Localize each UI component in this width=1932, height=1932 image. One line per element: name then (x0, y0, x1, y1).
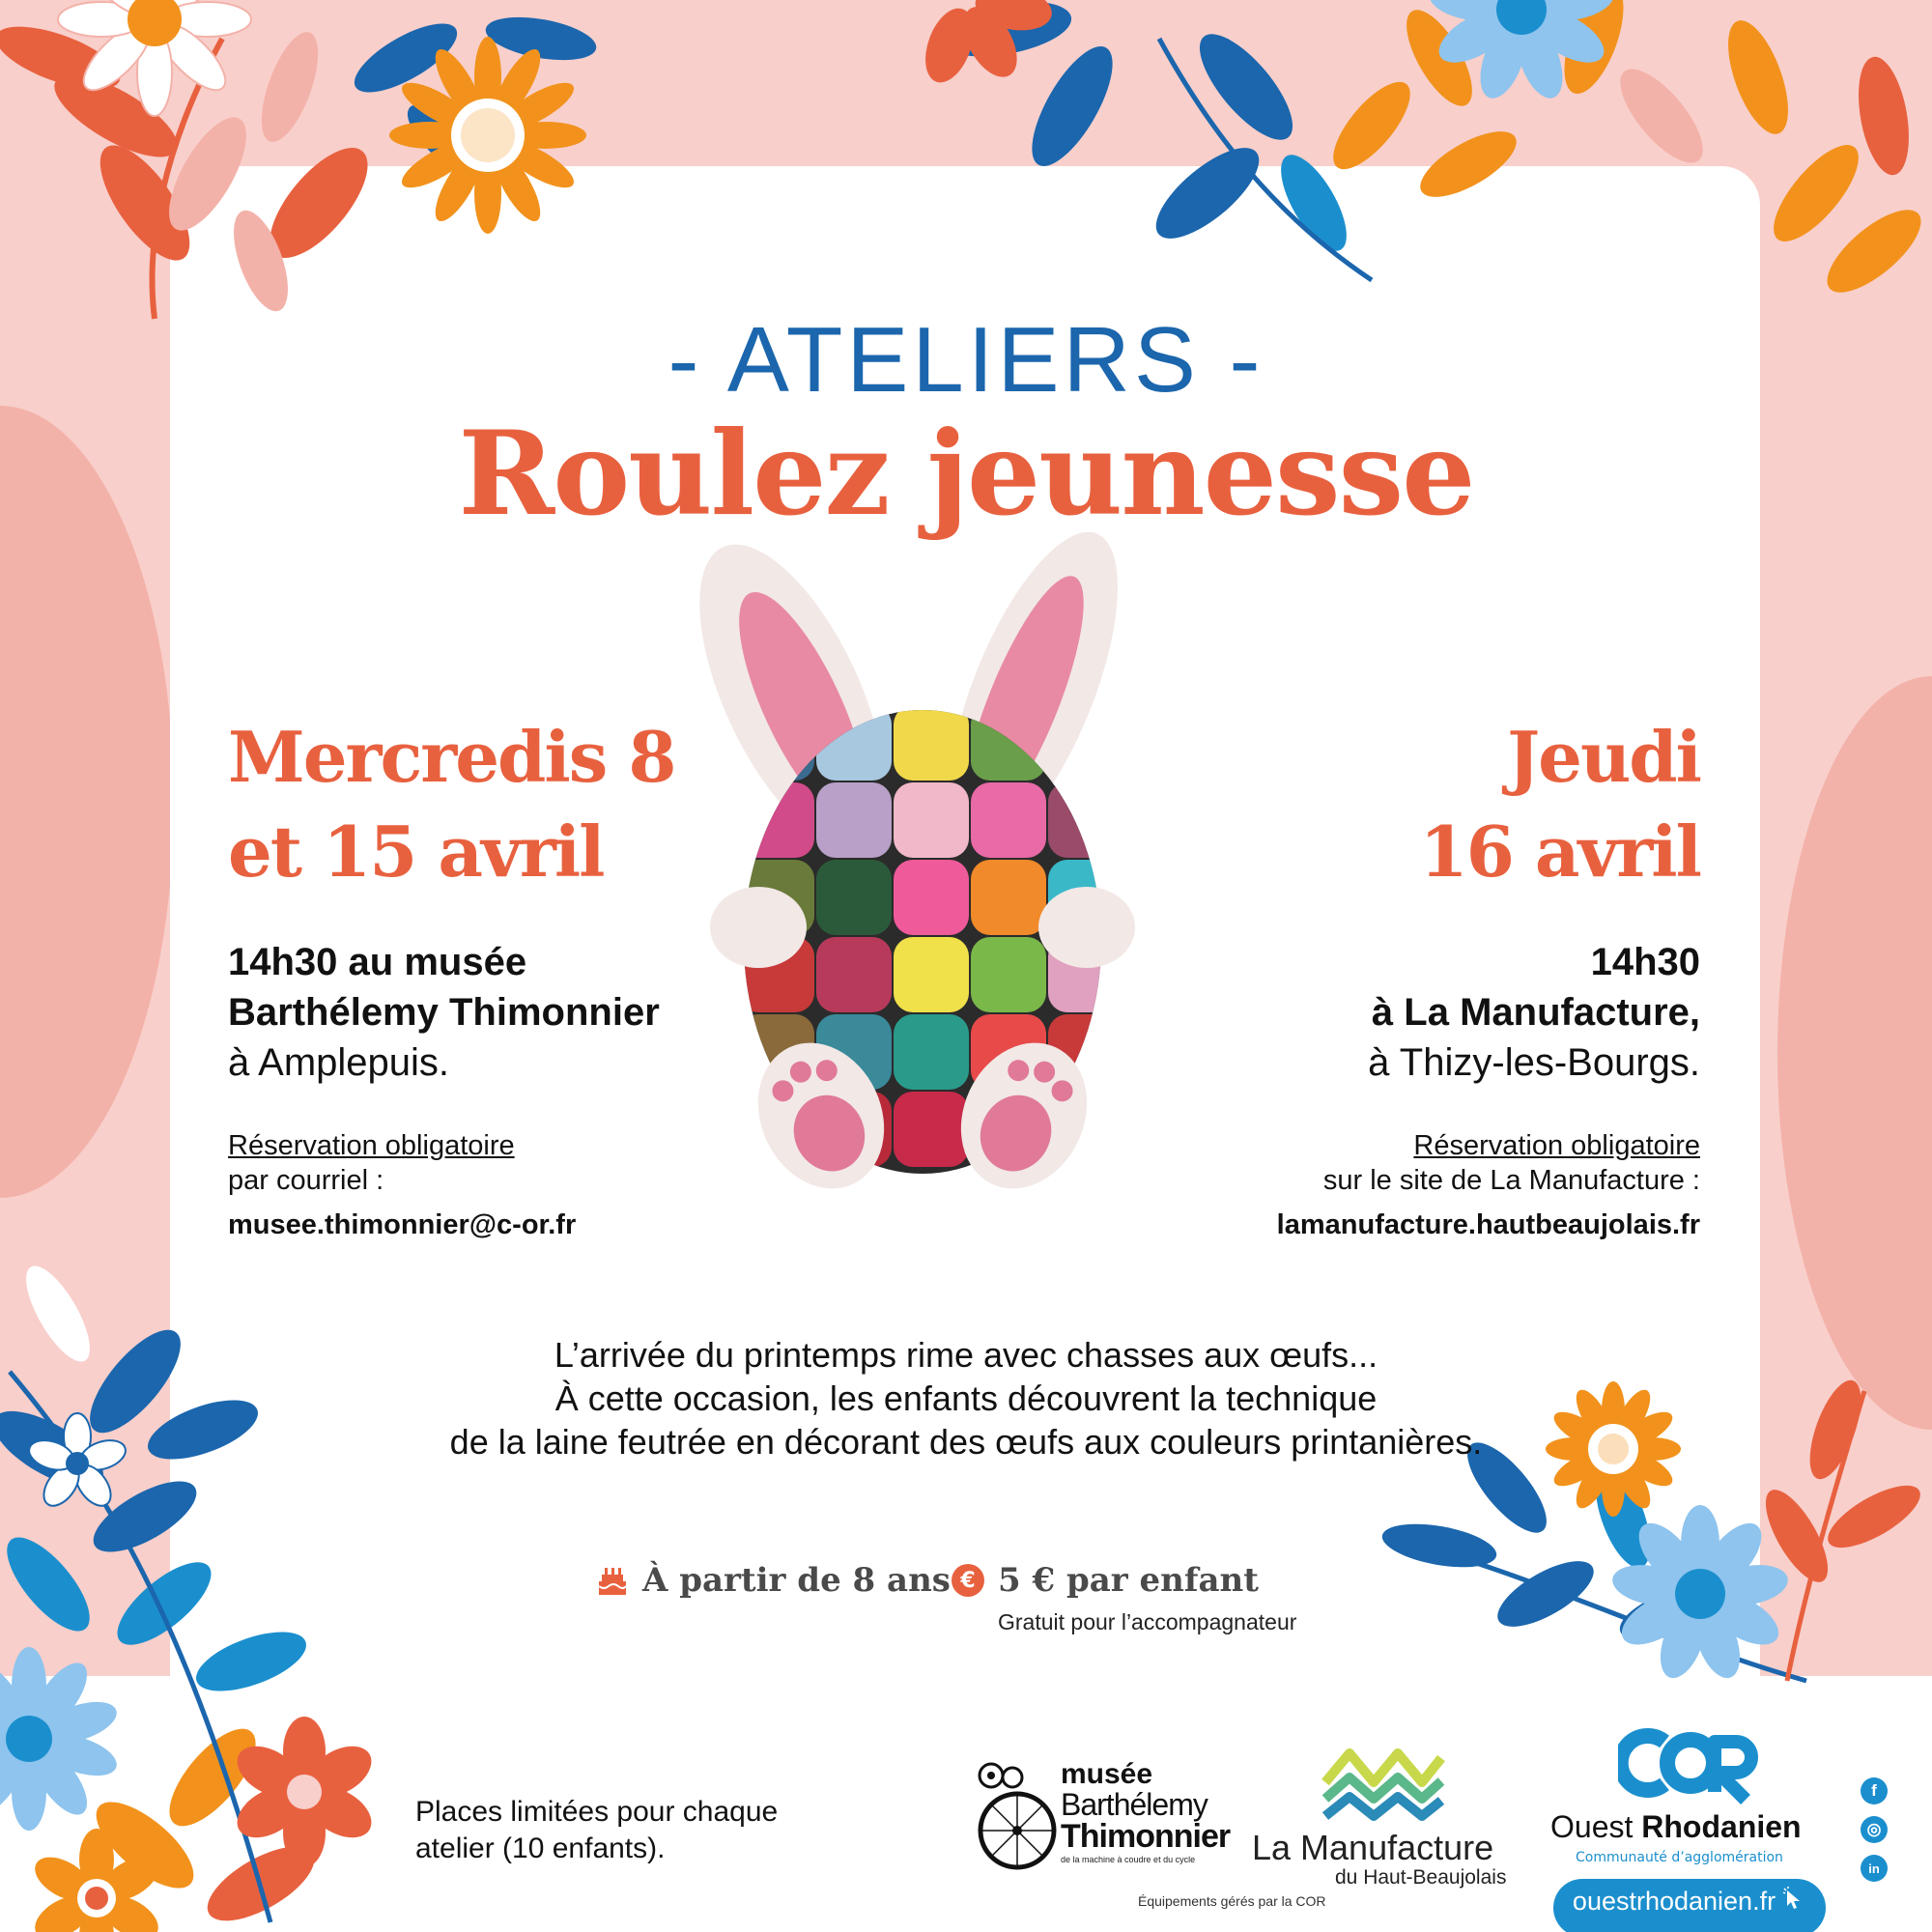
description-line1: L’arrivée du printemps rime avec chasses aux œufs... (554, 1335, 1378, 1375)
price (952, 1561, 1259, 1600)
musee-logo-line3: Thimonnier (1061, 1818, 1231, 1855)
cor-subtitle: Communauté d’agglomération (1576, 1850, 1783, 1865)
reservation-left-label: Réservation obligatoire (228, 1130, 515, 1161)
venue-right-time: 14h30 (1590, 941, 1700, 983)
venue-left-city: à Amplepuis. (228, 1041, 450, 1084)
event-title: Roulez jeunesse (458, 406, 1474, 542)
venue-right-place: à La Manufacture, (1371, 991, 1700, 1034)
dates-left (228, 710, 769, 899)
cor-mark-logo (1618, 1724, 1763, 1806)
places-line2: atelier (10 enfants). (415, 1833, 666, 1864)
cor-logo (1550, 1724, 1831, 1869)
dates-right (1217, 710, 1700, 899)
reservation-right-label: Réservation obligatoire (1413, 1130, 1700, 1161)
cor-name-regular: Ouest (1550, 1809, 1634, 1844)
cor-name-bold: Rhodanien (1641, 1809, 1802, 1844)
reservation-left (228, 1128, 730, 1242)
instagram-icon[interactable]: ◎ (1861, 1816, 1888, 1843)
price-text: 5 € par enfant (998, 1561, 1259, 1600)
euro-icon: € (952, 1564, 984, 1597)
date-left-line2: et 15 avril (228, 810, 604, 893)
date-right-line1: Jeudi (1507, 716, 1700, 798)
website-button[interactable] (1553, 1879, 1826, 1932)
cor-name (1550, 1809, 1802, 1845)
manufacture-logo-line1: La Manufacture (1252, 1828, 1494, 1867)
venue-right (1159, 937, 1700, 1088)
facebook-icon[interactable]: f (1861, 1777, 1888, 1804)
places-line1: Places limitées pour chaque (415, 1796, 779, 1828)
date-right-line2: 16 avril (1419, 810, 1700, 893)
date-left-line1: Mercredis 8 (228, 716, 675, 798)
cursor-pointer-icon (1781, 1887, 1806, 1912)
description-line3: de la laine feutrée en décorant des œufs aux couleurs printanières. (449, 1422, 1483, 1462)
reservation-left-via: par courriel : (228, 1165, 384, 1196)
website-button-label: ouestrhodanien.fr (1572, 1887, 1776, 1916)
description (290, 1333, 1642, 1463)
la-manufacture-logo (1248, 1739, 1509, 1889)
cake-icon (596, 1564, 629, 1597)
reservation-right-via: sur le site de La Manufacture : (1322, 1165, 1700, 1196)
musee-thimonnier-logo (974, 1758, 1235, 1874)
floral-decoration-top-right (966, 0, 1932, 309)
venue-left (228, 937, 788, 1088)
venue-left-museum: Barthélemy Thimonnier (228, 991, 660, 1034)
linkedin-icon[interactable]: in (1861, 1855, 1888, 1882)
price-note: Gratuit pour l’accompagnateur (998, 1609, 1297, 1634)
ateliers-heading: - ATELIERS - (668, 308, 1264, 412)
waves-logo-icon (1316, 1739, 1451, 1831)
email-link[interactable]: musee.thimonnier@c-or.fr (228, 1209, 577, 1240)
age-requirement (596, 1561, 951, 1600)
description-line2: À cette occasion, les enfants découvrent la technique (554, 1378, 1378, 1418)
floral-decoration-top-left (0, 0, 618, 319)
musee-logo-line2: Barthélemy (1061, 1787, 1208, 1822)
musee-logo-tagline: de la machine à coudre et du cycle (1061, 1855, 1196, 1864)
venue-left-time-place: 14h30 au musée (228, 941, 527, 983)
age-text: À partir de 8 ans (642, 1561, 951, 1600)
reservation-right (1159, 1128, 1700, 1242)
manufacture-website-link[interactable]: lamanufacture.hautbeaujolais.fr (1276, 1209, 1700, 1240)
manufacture-logo-line2: du Haut-Beaujolais (1335, 1866, 1507, 1889)
venue-right-city: à Thizy-les-Bourgs. (1368, 1041, 1700, 1084)
musee-logo-line1: musée (1061, 1758, 1153, 1790)
managed-by-note: Équipements gérés par la COR (1138, 1893, 1326, 1909)
bicycle-wheel-icon (974, 1758, 1061, 1874)
limited-places-note (415, 1794, 879, 1867)
